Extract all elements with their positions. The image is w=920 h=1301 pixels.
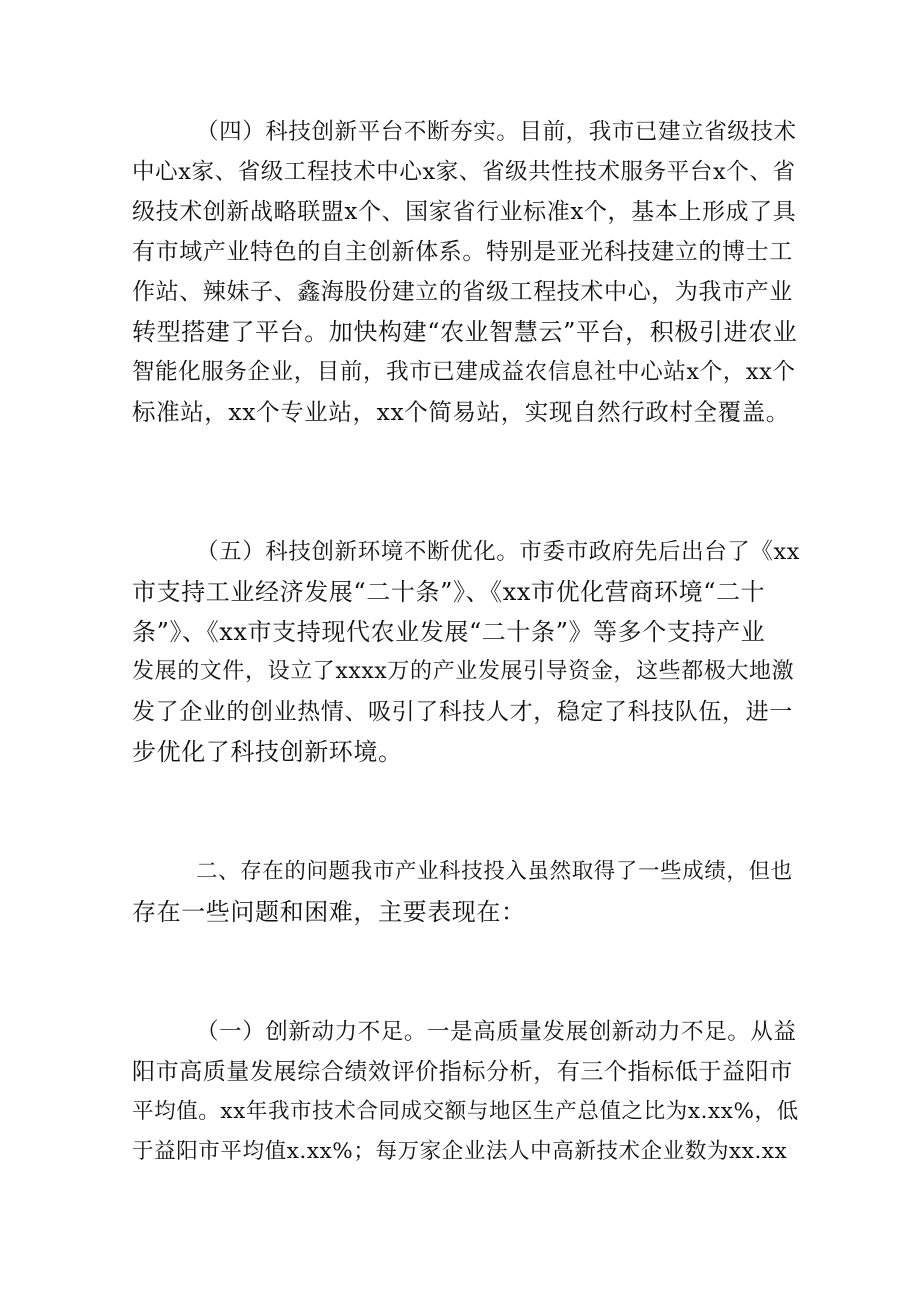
text-line: 阳市高质量发展综合绩效评价指标分析，有三个指标低于益阳市	[132, 1059, 793, 1085]
paragraph-environment	[132, 532, 800, 772]
text-line: 转型搭建了平台。加快构建“农业智慧云”平台，积极引进农业	[132, 318, 798, 346]
paragraph-platform	[132, 112, 800, 432]
text-line: 市支持工业经济发展“二十条”》、《xx市优化营商环境“二十	[132, 578, 766, 606]
text-line: 存在一些问题和困难，主要表现在：	[132, 898, 526, 926]
text-line: 智能化服务企业，目前，我市已建成益农信息社中心站x个，xx个	[132, 359, 796, 385]
text-line: 步优化了科技创新环境。	[132, 738, 403, 766]
text-line: 平均值。xx年我市技术合同成交额与地区生产总值之比为x.xx%，低	[132, 1099, 799, 1124]
paragraph-innovation-motivation	[132, 1012, 800, 1172]
text-line: 于益阳市平均值x.xx%；每万家企业法人中高新技术企业数为xx.xx	[132, 1139, 788, 1164]
text-line: 有市域产业特色的自主创新体系。特别是亚光科技建立的博士工	[132, 239, 793, 265]
text-line: 条”》、《xx市支持现代农业发展“二十条”》等多个支持产业	[132, 618, 766, 646]
text-line: 作站、辣妹子、鑫海股份建立的省级工程技术中心，为我市产业	[132, 279, 793, 305]
paragraph-problems-heading	[132, 852, 800, 932]
text-line: （五）科技创新环境不断优化。市委市政府先后出台了《xx	[196, 539, 800, 565]
text-line: （一）创新动力不足。一是高质量发展创新动力不足。从益	[196, 1019, 797, 1045]
text-line: 标准站，xx个专业站，xx个简易站，实现自然行政村全覆盖。	[132, 398, 790, 426]
text-line: 中心x家、省级工程技术中心x家、省级共性技术服务平台x个、省	[132, 159, 796, 185]
text-line: （四）科技创新平台不断夯实。目前，我市已建立省级技术	[196, 119, 797, 145]
text-line: 二、存在的问题我市产业科技投入虽然取得了一些成绩，但也	[196, 859, 793, 884]
text-line: 发展的文件，设立了xxxx万的产业发展引导资金，这些都极大地激	[132, 659, 795, 684]
text-line: 级技术创新战略联盟x个、国家省行业标准x个，基本上形成了具	[132, 199, 797, 225]
text-line: 发了企业的创业热情、吸引了科技人才，稳定了科技队伍，进一	[132, 699, 793, 725]
